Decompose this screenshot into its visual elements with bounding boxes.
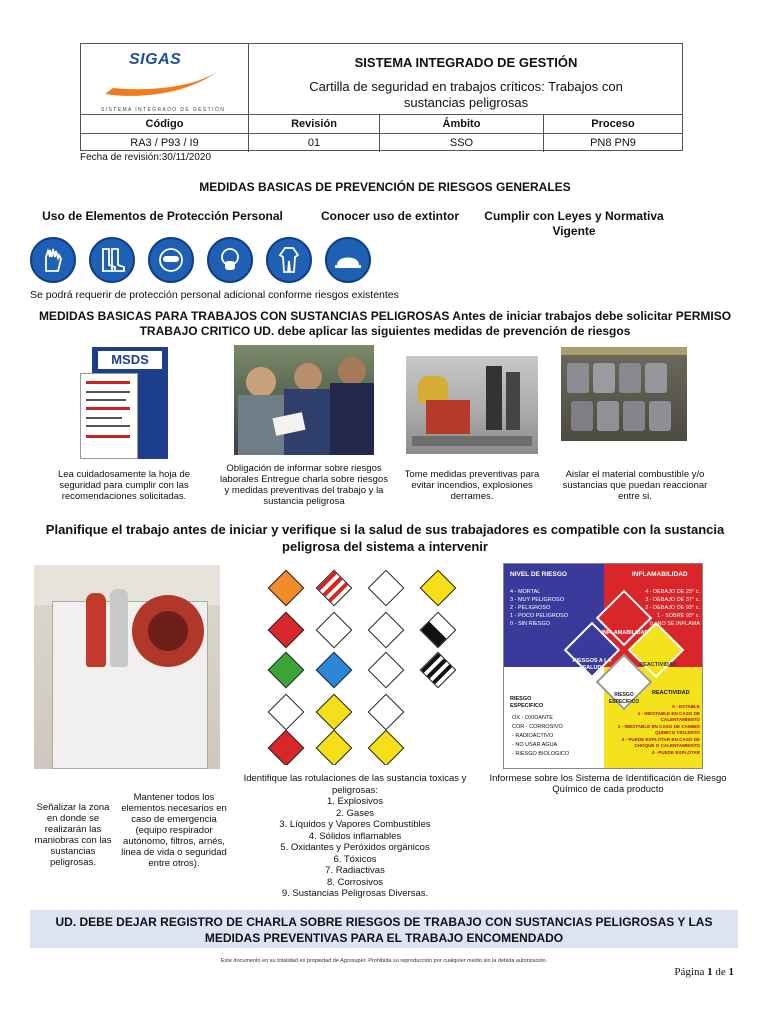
list-item: 9. Sustancias Peligrosas Diversas. <box>281 888 429 899</box>
coverall-icon <box>266 237 312 283</box>
nfpa-react-item: 4 - PUEDE EXPLOTAR <box>651 749 700 755</box>
logo-subtitle: SISTEMA INTEGRADO DE GESTIÓN <box>101 107 226 113</box>
chemical-storage-photo <box>561 347 687 441</box>
revision-date: Fecha de revisión:30/11/2020 <box>80 152 212 163</box>
nfpa-nivel-item: 1 - POCO PELIGROSO <box>510 613 569 619</box>
hazard-labels-image <box>255 565 465 765</box>
section1-title: MEDIDAS BASICAS DE PREVENCIÓN DE RIESGOS GENERALES <box>199 180 571 194</box>
nfpa-diamond-right-label: REACTIVIDAD <box>639 662 677 668</box>
process-label: Proceso <box>591 118 635 130</box>
header-title-cell <box>249 44 683 114</box>
revision-value: 01 <box>249 134 380 152</box>
document-subtitle: Cartilla de seguridad en trabajos críticos: Trabajos con sustancias peligrosas <box>309 79 623 110</box>
nfpa-especifico-item: - RADIOACTIVO <box>512 733 554 739</box>
regulation-heading: Cumplir con Leyes y Normativa Vigente <box>484 209 664 238</box>
nfpa-react-list <box>612 704 700 756</box>
nfpa-especifico-item: OX - OXIDANTE <box>512 715 553 721</box>
nfpa-react-title: REACTIVIDAD <box>652 690 690 696</box>
nfpa-nivel-item: 4 - MORTAL <box>510 589 541 595</box>
document-system-title: SISTEMA INTEGRADO DE GESTIÓN <box>354 55 578 70</box>
safety-talk-photo <box>234 345 374 455</box>
nfpa-inflam-item: 1 - SOBRE 93° c. <box>657 613 700 619</box>
msds-caption: Lea cuidadosamente la hoja de seguridad para cumplir con las recomendaciones solicitadas. <box>57 469 191 502</box>
ownership-disclaimer: Este documento en su totalidad es propiedad de Agrosuper. Prohibida su reproducción por cualquier medio sin la debida autorización. <box>220 958 548 964</box>
page-label: Página <box>674 966 705 978</box>
nfpa-especifico-title: RIESGO ESPECIFICO <box>510 696 544 709</box>
extinguisher-heading: Conocer uso de extintor <box>320 209 460 223</box>
nfpa-react-item: 0 - ESTABLE <box>672 704 700 709</box>
section2-title: MEDIDAS BASICAS PARA TRABAJOS CON SUSTANCIAS PELIGROSAS Antes de iniciar trabajos debe solicitar PERMISO TRABAJO CRITICO UD. debe aplicar las siguientes medidas de prevención de riesgos <box>38 309 732 338</box>
list-item: 4. Sólidos inflamables <box>308 830 402 842</box>
msds-sheet-image <box>74 345 169 463</box>
document-header <box>80 43 683 151</box>
emergency-equipment-photo <box>34 565 220 769</box>
nfpa-diamond-chart <box>503 563 703 769</box>
gloves-icon <box>30 237 76 283</box>
page-total: 1 <box>728 966 734 978</box>
fire-caption: Tome medidas preventivas para evitar incendios, explosiones derrames. <box>404 469 540 502</box>
respirator-icon <box>207 237 253 283</box>
company-logo <box>81 44 249 114</box>
revision-label: Revisión <box>249 115 380 133</box>
nfpa-diamond-bottom-label: RIESGO ESPECIFICO <box>608 692 640 705</box>
page-number <box>674 966 734 978</box>
goggles-icon <box>148 237 194 283</box>
code-value: RA3 / P93 / I9 <box>81 134 249 152</box>
hazard-class-list <box>232 773 478 900</box>
nfpa-inflam-title: INFLAMABILIDAD <box>632 571 688 578</box>
nfpa-inflam-item: 4 - DEBAJO DE 25° c. <box>645 589 700 595</box>
signage-caption: Señalizar la zona en donde se realizarán las maniobras con las sustancias peligrosas. <box>34 802 112 868</box>
scope-label: Ámbito <box>380 115 544 133</box>
isolation-caption: Aislar el material combustible y/o sustancias que puedan reaccionar entre si. <box>562 469 708 502</box>
nfpa-nivel-list <box>510 588 568 628</box>
nfpa-diamond-top-label: INFLAMABILIDAD <box>601 630 649 636</box>
logo-text: SIGAS <box>129 51 182 68</box>
nfpa-especifico-list <box>512 714 569 759</box>
footer-notice: UD. DEBE DEJAR REGISTRO DE CHARLA SOBRE RIESGOS DE TRABAJO CON SUSTANCIAS PELIGROSAS Y LAS MEDIDAS PREVENTIVAS PARA EL TRABAJO ENCOMENDADO <box>30 910 738 948</box>
emergency-caption: Mantener todos los elementos necesarios en caso de emergencia (equipo respirador autónomo, filtros, arnés, linea de vida o seguridad entre otros). <box>121 792 227 869</box>
talk-caption: Obligación de informar sobre riesgos laborales Entregue charla sobre riesgos y medidas preventivas del trabajo y la sustancia peligrosa <box>220 463 388 507</box>
list-item: 6. Tóxicos <box>333 853 377 865</box>
list-item: 1. Explosivos <box>327 796 383 807</box>
nfpa-nivel-item: 3 - MUY PELIGROSO <box>510 597 564 603</box>
nfpa-inflam-item: 3 - DEBAJO DE 37° c. <box>645 597 700 603</box>
scope-value: SSO <box>380 134 544 152</box>
ppe-icon-row <box>30 237 384 283</box>
header-label-row <box>81 114 682 133</box>
nfpa-react-item: 1 - INESTABLE EN CASO DE CALENTAMIENTO <box>637 710 700 722</box>
header-value-row <box>81 133 682 152</box>
nfpa-diamond-left-label: RIESGOS A LA SALUD <box>572 658 612 671</box>
page-of: de <box>715 966 726 978</box>
code-label: Código <box>81 115 249 133</box>
nfpa-especifico-item: COR - CORROSIVO <box>512 724 563 730</box>
nfpa-inflam-item: 2 - DEBAJO DE 93° c. <box>645 605 700 611</box>
page-current: 1 <box>707 966 713 978</box>
nfpa-caption: Informese sobre los Sistema de Identificación de Riesgo Químico de cada producto <box>489 773 727 795</box>
boots-icon <box>89 237 135 283</box>
process-value: PN8 PN9 <box>590 137 636 149</box>
list-item: 2. Gases <box>335 807 375 819</box>
nfpa-react-item: 2 - INESTABLE EN CASO DE CAMBIO QUIMICO VIOLENTO <box>617 723 700 735</box>
section3-title: Planifique el trabajo antes de iniciar y verifique si la salud de sus trabajadores es compatible con la sustancia peligrosa del sistema a intervenir <box>45 522 725 554</box>
nfpa-especifico-item: - NO USAR AGUA <box>512 742 558 748</box>
fire-prevention-photo <box>406 356 538 454</box>
msds-label: MSDS <box>98 351 162 369</box>
nfpa-nivel-item: 2 - PELIGROSO <box>510 605 551 611</box>
ppe-note: Se podrá requerir de protección personal adicional conforme riesgos existentes <box>30 289 399 301</box>
hazard-list-intro: Identifique las rotulaciones de las sustancia toxicas y peligrosas: <box>243 773 467 796</box>
logo-swoosh-icon <box>103 66 223 100</box>
nfpa-nivel-item: 0 - SIN RIESGO <box>510 621 551 627</box>
nfpa-inflam-item: 0 - NO SE INFLAMA <box>649 621 700 627</box>
list-item: 8. Corrosivos <box>327 876 383 888</box>
nfpa-react-item: 3 - PUEDE EXPLOTAR EN CASO DE CHOQUE O CALENTAMIENTO <box>621 736 700 748</box>
nfpa-nivel-title: NIVEL DE RIESGO <box>510 571 567 578</box>
nfpa-especifico-item: - RIESGO BIOLOGICO <box>512 751 570 757</box>
list-item: 3. Líquidos y Vapores Combustibles <box>279 819 431 830</box>
helmet-icon <box>325 237 371 283</box>
list-item: 7. Radiactivas <box>325 865 385 876</box>
ppe-heading: Uso de Elementos de Protección Personal <box>42 209 283 223</box>
list-item: 5. Oxidantes y Peróxidos orgánicos <box>280 842 430 853</box>
